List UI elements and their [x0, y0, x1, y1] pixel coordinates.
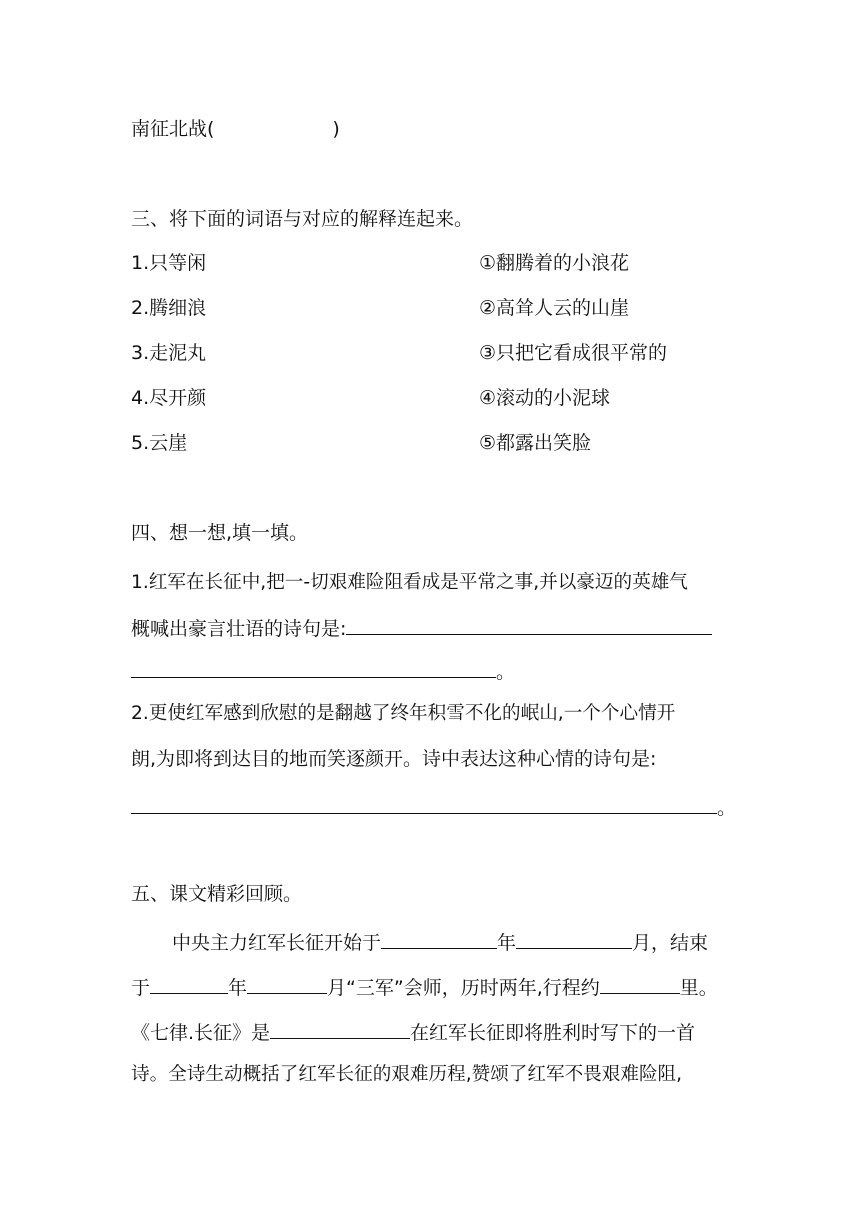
section5-heading: 五、课文精彩回顾。 — [131, 883, 303, 905]
match-left-1: 1.只等闲 — [131, 252, 207, 274]
s5-line3 — [131, 1018, 695, 1045]
q1-line2-text: 概喊出豪言壮语的诗句是: — [131, 618, 347, 640]
q1-line2 — [131, 614, 712, 641]
match-right-4: ④滚动的小泥球 — [479, 387, 611, 409]
s5-year-label: 年 — [497, 932, 517, 954]
match-right-2: ②高耸人云的山崖 — [479, 297, 630, 319]
start-year-blank[interactable] — [381, 928, 497, 949]
s5-month-label: 月，结束 — [632, 932, 709, 954]
s5-line1 — [172, 928, 708, 955]
match-left-2: 2.腾细浪 — [131, 297, 207, 319]
match-right-3: ③只把它看成很平常的 — [479, 342, 668, 364]
s5-text-start: 中央主力红军长征开始于 — [172, 932, 382, 954]
author-blank[interactable] — [270, 1018, 410, 1039]
match-left-4: 4.尽开颜 — [131, 387, 207, 409]
q1-line3 — [131, 657, 515, 684]
s5-line2-start: 于 — [131, 977, 151, 999]
match-left-5: 5.云崖 — [131, 432, 188, 454]
q1-answer-blank-2[interactable] — [131, 657, 496, 678]
section3-heading: 三、将下面的词语与对应的解释连起来。 — [131, 208, 474, 230]
q2-answer-blank[interactable] — [131, 793, 717, 814]
intro-word: 南征北战( — [131, 118, 215, 140]
s5-line4: 诗。全诗生动概括了红军长征的艰难历程,赞颂了红军不畏艰难险阻, — [131, 1064, 683, 1085]
q1-line1: 1.红军在长征中,把一-切艰难险阻看成是平常之事,并以豪迈的英雄气 — [131, 572, 688, 593]
end-year-blank[interactable] — [150, 973, 228, 994]
intro-close: ) — [332, 118, 340, 140]
q2-end: 。 — [717, 797, 737, 819]
distance-blank[interactable] — [600, 973, 680, 994]
start-month-blank[interactable] — [516, 928, 632, 949]
s5-line3-start: 《七律.长征》是 — [131, 1022, 271, 1044]
q1-answer-blank-1[interactable] — [346, 614, 712, 635]
end-month-blank[interactable] — [247, 973, 327, 994]
match-right-5: ⑤都露出笑脸 — [479, 432, 592, 454]
s5-line2-end: 里。 — [679, 977, 718, 999]
section4-heading: 四、想一想,填一填。 — [131, 522, 309, 544]
q1-end: 。 — [496, 661, 516, 683]
s5-line3-end: 在红军长征即将胜利时写下的一首 — [410, 1022, 696, 1044]
match-right-1: ①翻腾着的小浪花 — [479, 252, 630, 274]
q2-line3 — [131, 793, 736, 820]
s5-line2-middle: 月“三军”会师，历时两年,行程约 — [327, 977, 600, 999]
intro-line — [131, 117, 340, 141]
match-left-3: 3.走泥丸 — [131, 342, 207, 364]
s5-line2 — [131, 973, 718, 1000]
q2-line2: 朗,为即将到达目的地而笑逐颜开。诗中表达这种心情的诗句是: — [131, 748, 657, 770]
s5-line2-year: 年 — [228, 977, 248, 999]
q2-line1: 2.更使红军感到欣慰的是翻越了终年积雪不化的岷山,一个个心情开 — [131, 703, 676, 724]
